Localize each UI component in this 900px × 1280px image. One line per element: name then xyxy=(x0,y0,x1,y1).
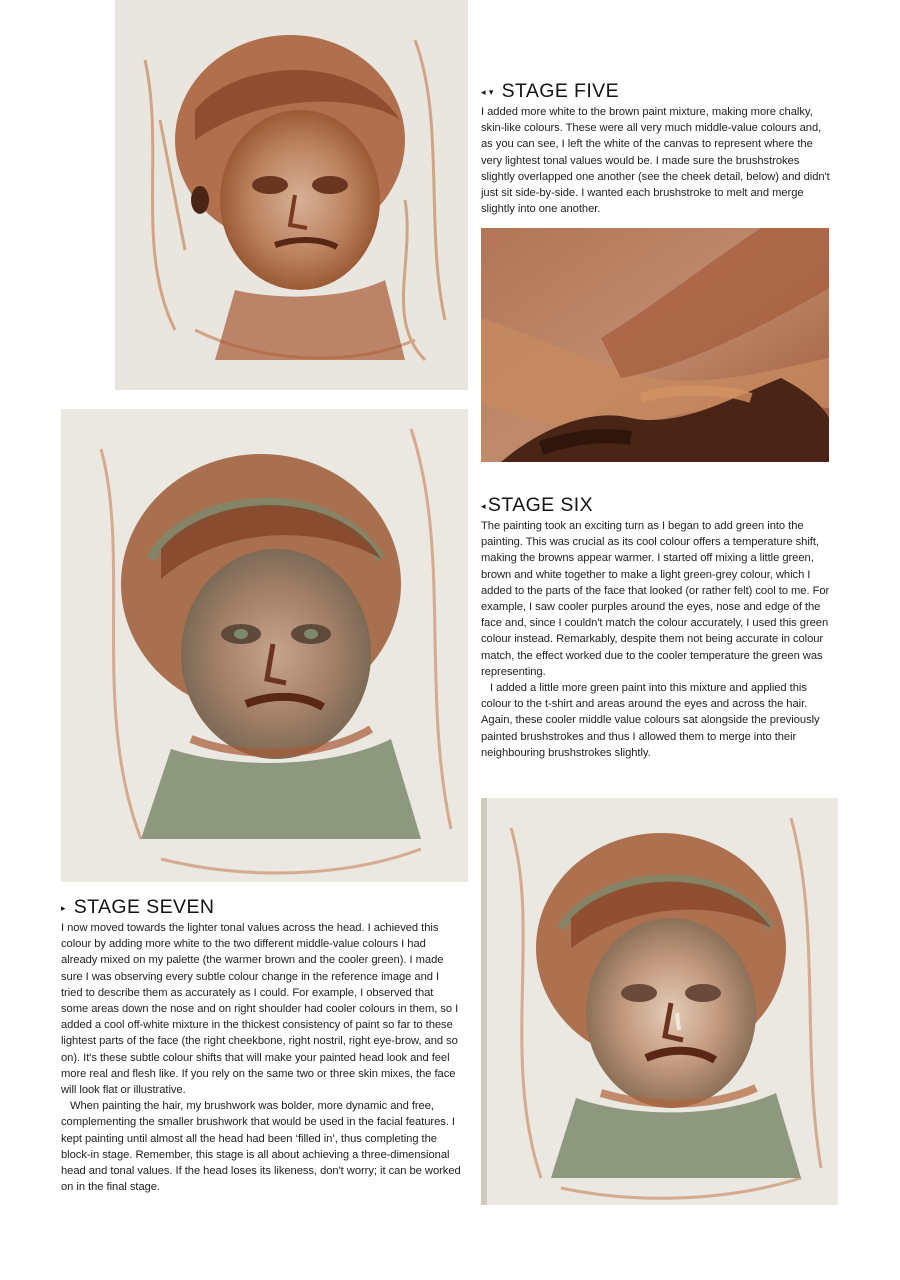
stage-six-section xyxy=(481,494,833,761)
stage-six-painting xyxy=(61,409,468,882)
stage-five-section xyxy=(481,80,833,217)
stage-seven-paragraph-2: When painting the hair, my brushwork was bolder, more dynamic and free, complementing the smaller brushwork that would be used in the facial features. I kept painting until almost all the head had been ‘filled in’, thus completing the block-in stage. Remember, this stage is all about achieving a three-dimensional head and tonal values. If the head loses its likeness, don't worry; it can be worked on in the final stage. xyxy=(61,1100,461,1194)
cheek-detail-painting xyxy=(481,228,829,462)
stage-five-heading xyxy=(481,80,833,103)
stage-seven-section xyxy=(61,896,462,1195)
stage-six-title: STAGE SIX xyxy=(487,494,594,516)
stage-five-markers: ◂ ▾ xyxy=(481,87,494,97)
stage-six-paragraph-2: I added a little more green paint into this mixture and applied this colour to the t-shirt and areas around the eyes and across the hair. Again, these cooler middle value colours sat alongside the previously painted brushstrokes and thus I allowed them to merge into their neighbouring brushstrokes slightly. xyxy=(481,682,820,759)
stage-seven-paragraph-1: I now moved towards the lighter tonal values across the head. I achieved this colour by adding more white to the two different middle-value colours I had already mixed on my palette (the warmer brown and the cooler green). I made sure I was observing every subtle colour change in the reference image and I tried to describe them as accurately as I could. For example, I observed that some areas down the nose and on right shoulder had cooler colours in them, so I added a cool off-white mixture in the thickest consistency of paint so far to these lightest parts of the face (the right cheekbone, right nostril, right eye-brow, and so on). It's these subtle colour shifts that will make your painted head look and feel more real and flesh like. If you rely on the same two or three skin mixes, the face will look flat or illustrative. xyxy=(61,922,459,1097)
stage-six-markers: ◂ xyxy=(481,501,486,511)
stage-five-paragraph-1: I added more white to the brown paint mixture, making more chalky, skin-like colours. These were all very much middle-value colours and, as you can see, I left the white of the canvas to represent where the very lightest tonal values would be. I made sure the brushstrokes slightly overlapped one another (see the cheek detail, below) and didn't just sit side-by-side. I wanted each brushstroke to melt and merge slightly into one another. xyxy=(481,106,830,216)
stage-seven-title: STAGE SEVEN xyxy=(73,896,215,918)
stage-five-painting xyxy=(115,0,468,390)
stage-six-heading xyxy=(481,494,833,517)
stage-five-title: STAGE FIVE xyxy=(501,80,619,102)
stage-seven-markers: ▸ xyxy=(61,903,66,913)
stage-six-paragraph-1: The painting took an exciting turn as I began to add green into the painting. This was crucial as its cool colour offers a temperature shift, making the browns appear warmer. I started off mixing a little green, brown and white together to make a light green-grey colour, which I added to the parts of the face that looked (or rather felt) cool to me. For example, I saw cooler purples around the eyes, nose and edge of the face and, since I couldn't match the colour accurately, I used this green colour instead. Remarkably, despite them not being accurate in colour match, the effect worked due to the cooler temperature the green was representing. xyxy=(481,520,830,678)
stage-seven-painting xyxy=(481,798,838,1205)
stage-seven-heading xyxy=(61,896,462,919)
